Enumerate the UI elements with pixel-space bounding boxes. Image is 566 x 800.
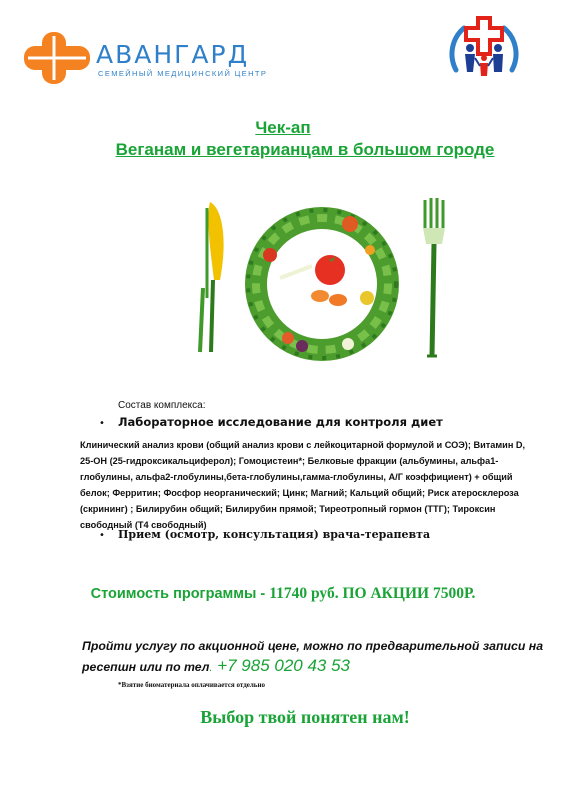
footnote: *Взятие биоматериала оплачивается отдельно bbox=[118, 681, 266, 689]
bullet-marker: • bbox=[99, 418, 105, 429]
composition-label: Состав комплекса: bbox=[118, 400, 206, 411]
brand-subtitle: СЕМЕЙНЫЙ МЕДИЦИНСКИЙ ЦЕНТР bbox=[98, 69, 268, 78]
slogan: Выбор твой понятен нам! bbox=[200, 707, 410, 727]
booking-text: Пройти услугу по акционной цене, можно по предварительной записи на ресепшн или по тел bbox=[82, 639, 544, 674]
brand-name: АВАНГАРД bbox=[96, 40, 250, 69]
booking-dot: . bbox=[209, 662, 213, 674]
lab-tests-details: Клинический анализ крови (общий анализ крови с лейкоцитарной формулой и СОЭ); Витамин D, 25-ОН (25-гидроксикальциферол); Гомоцистеин*; Белковые фракции (альбумины, альфа1-глобулины, альфа2-глобулины,бета-глобулины,гамма-глобулины, А/Г коэффициент) + общий белок; Ферритин; Фосфор неорганический; Цинк; Магний; Кальций общий; Риск атеросклероза (скрининг) ; Билирубин общий; Билирубин прямой; Тиреотропный гормон (ТТГ); Тироксин свободный (Т4 свободный) bbox=[80, 440, 526, 530]
title-line-1: Чек-ап bbox=[255, 118, 311, 137]
title-line-2: Веганам и вегетарианцам в большом городе bbox=[115, 140, 495, 159]
bullet-marker: • bbox=[99, 530, 105, 541]
family-medical-logo-icon bbox=[444, 12, 524, 92]
orange-cross-logo-icon bbox=[24, 32, 90, 84]
phone-number[interactable]: +7 985 020 43 53 bbox=[212, 656, 351, 675]
price-value: 11740 руб. ПО АКЦИИ 7500Р. bbox=[269, 585, 476, 602]
composition-item-therapist: Прием (осмотр, консультация) врача-терапевта bbox=[118, 528, 431, 541]
vegetable-plate-illustration-icon bbox=[180, 188, 460, 373]
composition-item-lab-tests: Лабораторное исследование для контроля диет bbox=[118, 415, 443, 429]
price-label: Стоимость программы - bbox=[90, 586, 270, 602]
program-price bbox=[0, 585, 566, 603]
booking-info bbox=[82, 636, 552, 678]
